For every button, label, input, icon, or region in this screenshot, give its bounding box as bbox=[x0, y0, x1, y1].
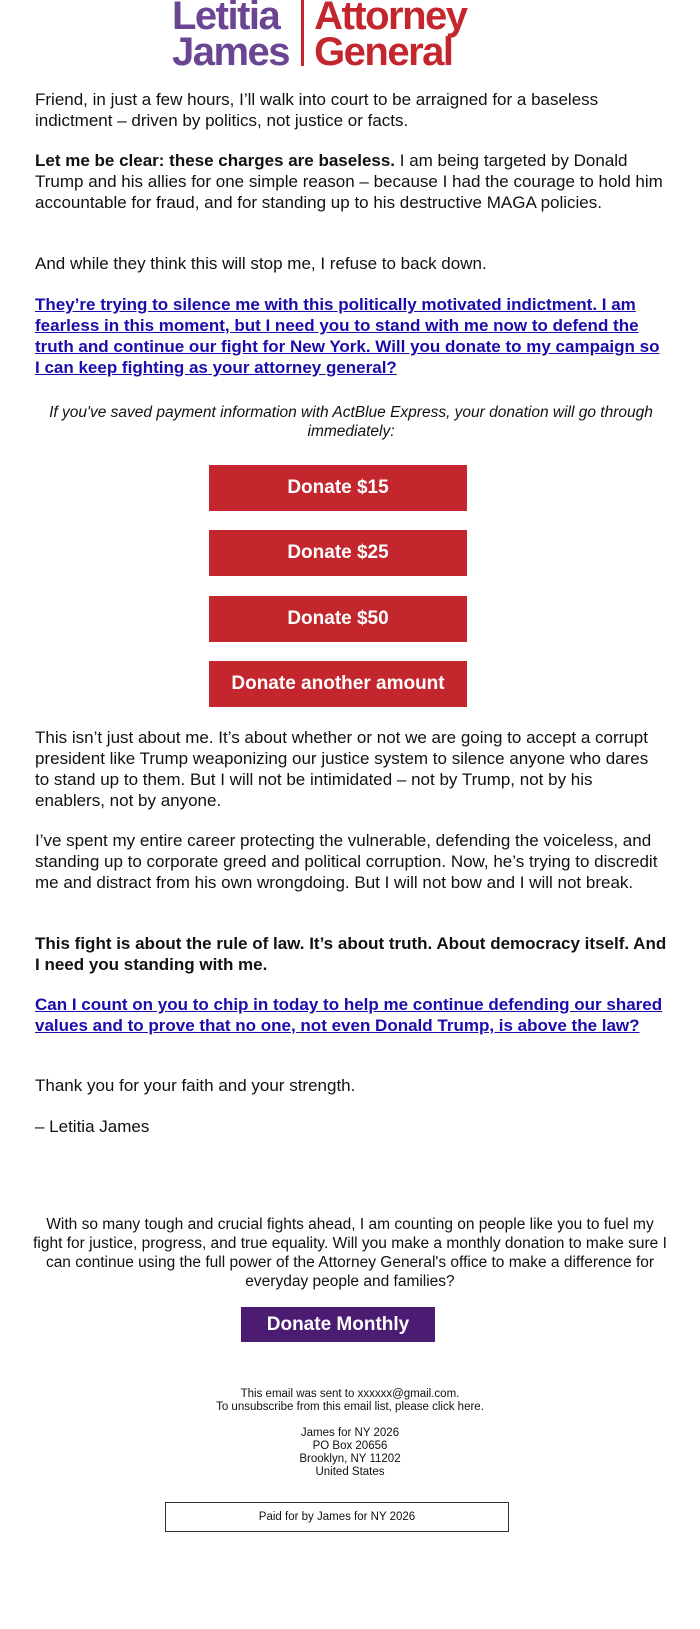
donate-50-button[interactable]: Donate $50 bbox=[209, 596, 467, 642]
footer-city: Brooklyn, NY 11202 bbox=[299, 1453, 401, 1465]
donate-25-button[interactable]: Donate $25 bbox=[209, 530, 467, 576]
logo-name bbox=[172, 0, 290, 74]
paragraph-rule-of-law: This fight is about the rule of law. It’s about truth. About democracy itself. And I need you standing with me. bbox=[35, 934, 667, 974]
paid-for-disclaimer: Paid for by James for NY 2026 bbox=[165, 1502, 509, 1532]
logo-divider bbox=[301, 0, 304, 66]
donate-15-button[interactable]: Donate $15 bbox=[209, 465, 467, 511]
paragraph-charges-text: I am being targeted by Donald Trump and his allies for one simple reason – because I had the courage to hold him accountable for fraud, and for standing up to his destructive MAGA policies. bbox=[35, 151, 663, 212]
footer-unsubscribe-link[interactable]: To unsubscribe from this email list, please click here. bbox=[216, 1401, 484, 1413]
paragraph-career: I’ve spent my entire career protecting the vulnerable, defending the voiceless, and standing up to corporate greed and political corruption. Now, he’s trying to discredit me and distract from his own wrongdoing. But I will not bow and I will not break. bbox=[35, 831, 658, 892]
paragraph-charges-bold: Let me be clear: these charges are baseless. bbox=[35, 151, 396, 170]
paragraph-refuse: And while they think this will stop me, I refuse to back down. bbox=[35, 254, 487, 273]
logo-title bbox=[314, 0, 467, 74]
signature: – Letitia James bbox=[35, 1117, 150, 1136]
paragraph-intro: Friend, in just a few hours, I’ll walk into court to be arraigned for a baseless indictment – driven by politics, not justice or facts. bbox=[35, 90, 599, 130]
footer-sent-to: This email was sent to xxxxxx@gmail.com. bbox=[240, 1388, 460, 1400]
actblue-note: If you've saved payment information with ActBlue Express, your donation will go through immediately: bbox=[49, 404, 653, 440]
monthly-appeal-text: With so many tough and crucial fights ahead, I am counting on people like you to fuel my fight for justice, progress, and true equality. Will you make a monthly donation to make sure I can continue using the full power of the Attorney General's office to make a difference for everyday people and families? bbox=[33, 1216, 667, 1290]
logo-title-line2: General bbox=[314, 30, 453, 74]
campaign-logo bbox=[172, 0, 467, 74]
paragraph-not-about-me: This isn’t just about me. It’s about whether or not we are going to accept a corrupt president like Trump weaponizing our justice system to silence anyone who dares to stand up to them. But I will not be intimidated – not by Trump, not by his enablers, not by anyone. bbox=[35, 728, 649, 810]
donate-link-paragraph-2 bbox=[35, 994, 667, 1036]
paragraph-thank-you: Thank you for your faith and your strength. bbox=[35, 1076, 356, 1095]
paragraph-charges bbox=[35, 150, 667, 213]
donate-link-silence[interactable]: They’re trying to silence me with this politically motivated indictment. I am fearless in this moment, but I need you to stand with me now to defend the truth and continue our fight for New York. Will you donate to my campaign so I can keep fighting as your attorney general? bbox=[35, 295, 660, 377]
donate-other-amount-button[interactable]: Donate another amount bbox=[209, 661, 467, 707]
donate-monthly-button[interactable]: Donate Monthly bbox=[241, 1307, 435, 1342]
footer-org-name: James for NY 2026 bbox=[300, 1427, 400, 1439]
donate-link-paragraph bbox=[35, 294, 667, 378]
donate-link-chip-in[interactable]: Can I count on you to chip in today to help me continue defending our shared values and to prove that no one, not even Donald Trump, is above the law? bbox=[35, 995, 663, 1035]
logo-name-line2: James bbox=[172, 30, 290, 74]
logo-title-line1: Attorney bbox=[314, 0, 467, 38]
logo-name-line1: Letitia bbox=[172, 0, 280, 38]
footer-po-box: PO Box 20656 bbox=[312, 1440, 388, 1452]
footer-country: United States bbox=[315, 1466, 385, 1478]
